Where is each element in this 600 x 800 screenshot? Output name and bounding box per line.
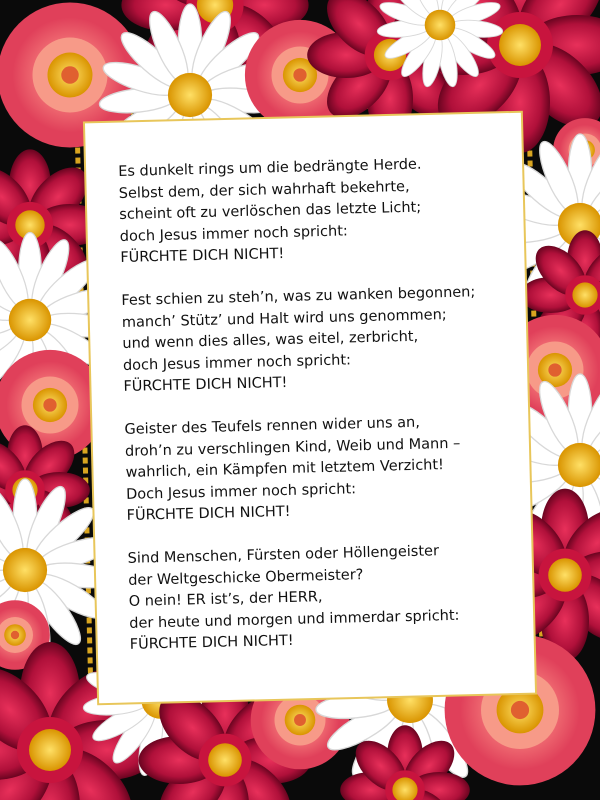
poem-line: doch Jesus immer noch spricht: <box>119 222 348 245</box>
poem-line: doch Jesus immer noch spricht: <box>122 351 352 374</box>
poem-line: der heute und morgen und immerdar spricht: <box>129 607 460 632</box>
poem-line: Geister des Teufels rennen wider uns an, <box>124 414 421 438</box>
poem-line: Fest schien zu steh’n, was zu wanken begonnen; <box>121 284 476 309</box>
poem-line: Selbst dem, der sich wahrhaft bekehrte, <box>118 178 410 202</box>
poem-line: wahrlich, ein Kämpfen mit letztem Verzicht! <box>125 457 445 481</box>
poem-line: Doch Jesus immer noch spricht: <box>125 480 357 503</box>
poem-line: Sind Menschen, Fürsten oder Höllengeister <box>127 543 440 567</box>
poem-stanza-3 <box>124 410 517 527</box>
poem-refrain: FÜRCHTE DICH NICHT! <box>120 245 285 266</box>
poem-stanza-2 <box>121 281 514 398</box>
poem-refrain: FÜRCHTE DICH NICHT! <box>129 632 294 653</box>
poem-line: scheint oft zu verlöschen das letzte Licht; <box>119 199 422 223</box>
poem-line: O nein! ER ist’s, der HERR, <box>128 589 323 610</box>
poem-line: droh’n zu verschlingen Kind, Weib und Mann – <box>124 435 461 460</box>
poem-stanza-1 <box>118 152 511 269</box>
poem-text <box>118 152 520 677</box>
poem-line: manch’ Stütz’ und Halt wird uns genommen; <box>121 306 447 331</box>
poem-line: der Weltgeschicke Obermeister? <box>128 566 364 589</box>
poem-line: und wenn dies alles, was eitel, zerbricht, <box>122 328 419 352</box>
poem-refrain: FÜRCHTE DICH NICHT! <box>123 374 288 395</box>
poem-stanza-4 <box>127 539 520 656</box>
poem-line: Es dunkelt rings um die bedrängte Herde. <box>118 156 422 180</box>
poem-refrain: FÜRCHTE DICH NICHT! <box>126 503 291 524</box>
